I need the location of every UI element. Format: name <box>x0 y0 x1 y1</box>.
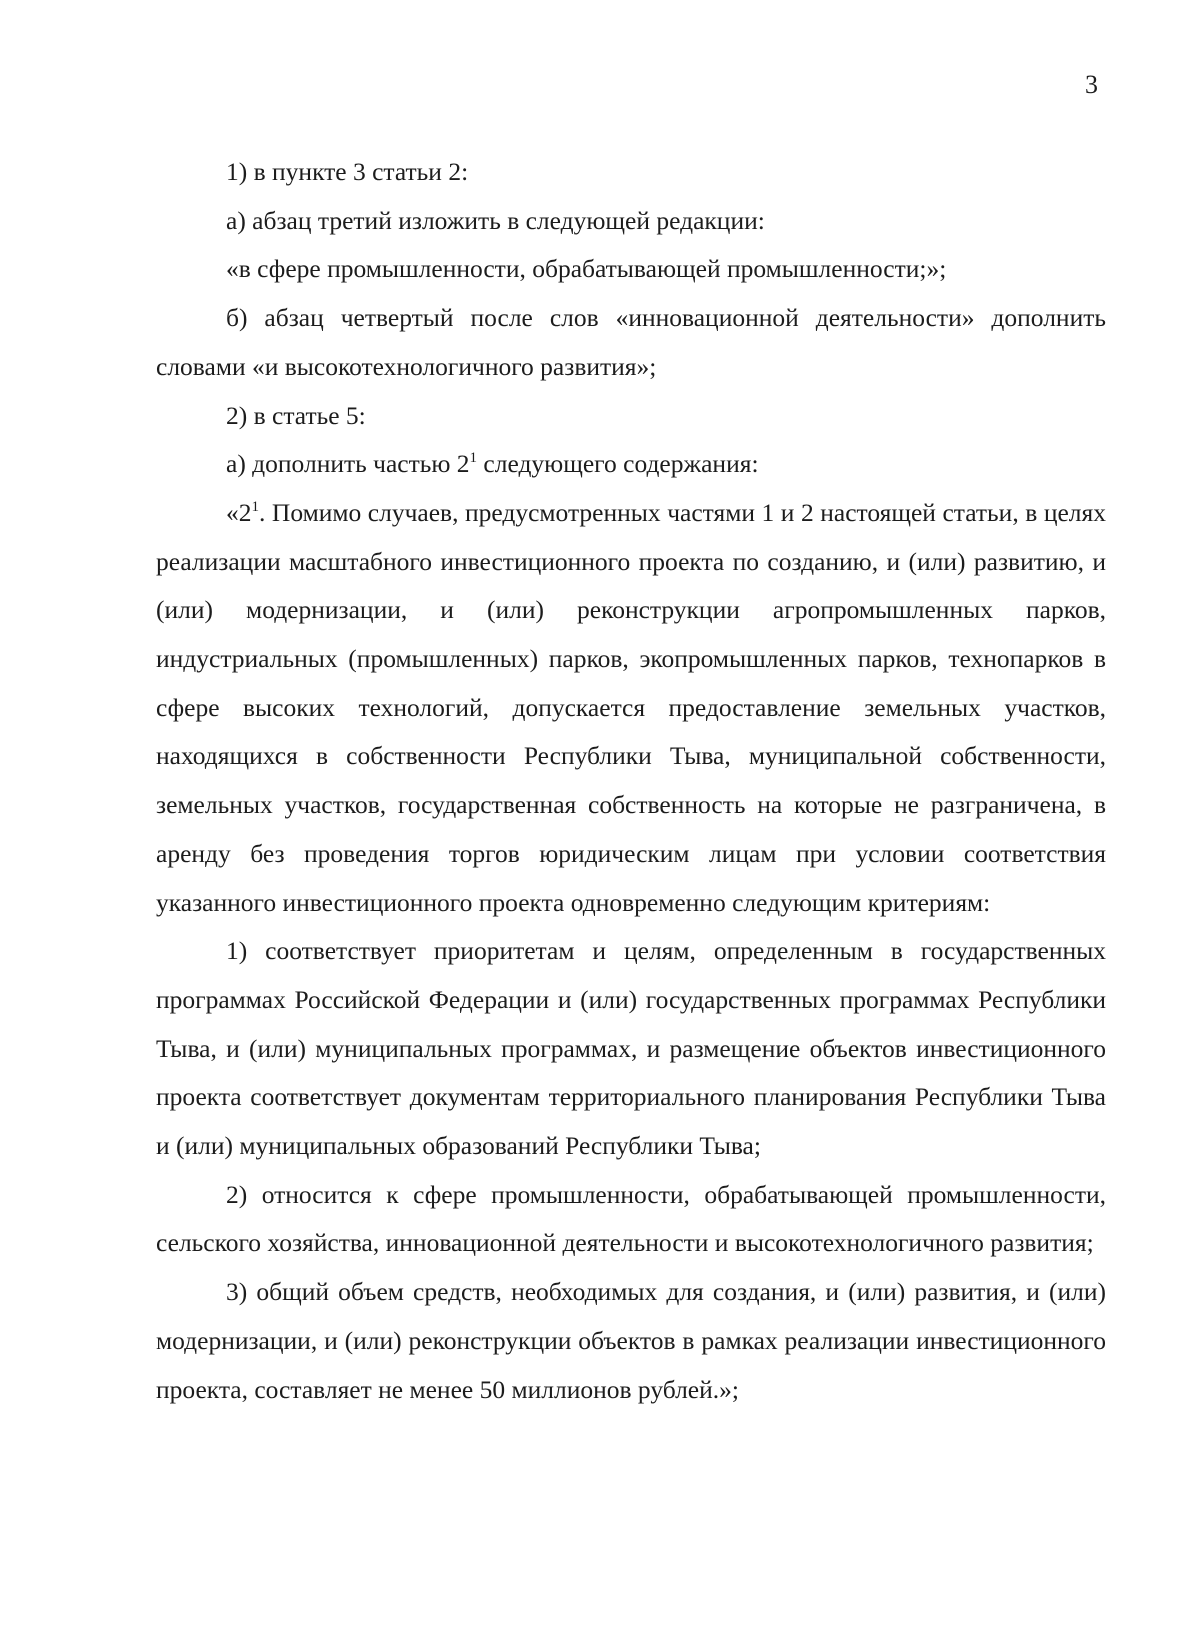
paragraph-criterion-2: 2) относится к сфере промышленности, обрабатывающей промышленности, сельского хозяйства, инновационной деятельности и высокотехнологичного развития; <box>156 1179 1106 1258</box>
paragraph-part-2-1 <box>156 489 1106 927</box>
paragraph-part-2-1-start: «2 <box>226 497 252 527</box>
superscript: 1 <box>251 498 259 515</box>
paragraph-item-2a <box>156 440 1106 489</box>
paragraph-item-1: 1) в пункте 3 статьи 2: <box>226 157 469 186</box>
paragraph-quote-1: «в сфере промышленности, обрабатывающей промышленности;»; <box>226 254 947 284</box>
page-number: 3 <box>1085 70 1098 99</box>
paragraph-part-2-1-text: . Помимо случаев, предусмотренных частями 1 и 2 настоящей статьи, в целях реализации масштабного инвестиционного проекта по созданию, и (или) развитию, и (или) модернизации, и (или) реконструкции агропромышленных парков, индустриальных (промышленных) парков, экопромышленных парков, технопарков в сфере высоких технологий, допускается предоставление земельных участков, находящихся в собственности Республики Тыва, муниципальной собственности, земельных участков, государственная собственность на которые не разграничена, в аренду без проведения торгов юридическим лицам при условии соответствия указанного инвестиционного проекта одновременно следующим критериям: <box>156 497 1106 917</box>
paragraph-item-1a: а) абзац третий изложить в следующей редакции: <box>226 205 765 235</box>
paragraph-item-2: 2) в статье 5: <box>226 400 366 430</box>
paragraph-item-2a-text: а) дополнить частью 2 <box>226 449 470 479</box>
paragraph-item-1b: б) абзац четвертый после слов «инновационной деятельности» дополнить словами «и высокотехнологичного развития»; <box>156 303 1106 381</box>
document-body <box>156 148 1106 1414</box>
superscript: 1 <box>469 450 478 467</box>
paragraph-criterion-3: 3) общий объем средств, необходимых для создания, и (или) развития, и (или) модернизации, и (или) реконструкции объектов в рамках реализации инвестиционного проекта, составляет не менее 50 миллионов рублей.»; <box>156 1277 1106 1404</box>
paragraph-item-2a-text-end: следующего содержания: <box>477 449 759 479</box>
paragraph-criterion-1: 1) соответствует приоритетам и целям, определенным в государственных программах Российской Федерации и (или) государственных программах Республики Тыва, и (или) муниципальных программах, и размещение объектов инвестиционного проекта соответствует документам территориального планирования Республики Тыва и (или) муниципальных образований Республики Тыва; <box>156 936 1106 1161</box>
